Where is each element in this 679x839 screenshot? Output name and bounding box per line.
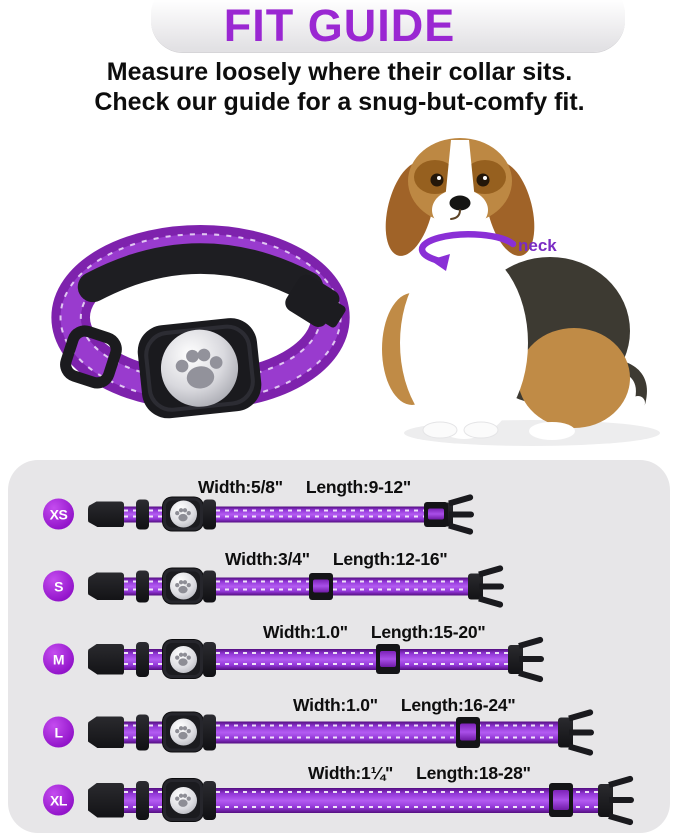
collar-illustration-l xyxy=(88,713,594,752)
paw-print-icon xyxy=(175,580,191,593)
collar-loop xyxy=(136,781,149,820)
subtitle xyxy=(0,57,679,117)
paw-print-icon xyxy=(175,794,191,807)
strap-adjuster xyxy=(424,502,448,527)
dog-photo xyxy=(372,131,670,461)
buckle-female xyxy=(88,572,124,600)
collar-illustration-xs xyxy=(88,498,474,531)
collar-illustration-m xyxy=(88,640,544,678)
collar-loop xyxy=(203,499,216,529)
width-spec: Width:1.0" xyxy=(263,622,348,642)
size-row-xl xyxy=(8,763,670,827)
size-chart-panel xyxy=(8,460,670,833)
buckle-female xyxy=(88,716,124,748)
width-spec: Width:5/8" xyxy=(198,477,283,497)
collar-product-photo xyxy=(38,222,358,430)
subtitle-line2: Check our guide for a snug-but-comfy fit. xyxy=(94,88,585,116)
buckle-male xyxy=(508,643,544,676)
collar-loop xyxy=(203,714,216,750)
paw-print-icon xyxy=(175,508,191,521)
airtag-holder xyxy=(163,640,203,678)
strap-adjuster xyxy=(549,783,573,817)
collar-loop xyxy=(136,714,149,750)
buckle-female xyxy=(88,783,124,818)
subtitle-line1: Measure loosely where their collar sits. xyxy=(106,58,573,86)
length-spec: Length:15-20" xyxy=(370,622,486,642)
collar-photo-illustration xyxy=(38,222,358,430)
width-spec: Width:3/4" xyxy=(225,549,310,569)
buckle-male xyxy=(468,571,504,601)
strap-adjuster xyxy=(309,573,333,600)
size-badge-s: S xyxy=(43,571,74,602)
size-badge-xs: XS xyxy=(43,499,74,530)
collar-illustration-xl xyxy=(88,779,634,821)
collar-loop xyxy=(136,570,149,602)
width-spec: Width:1¼" xyxy=(308,763,394,783)
dog-haunch xyxy=(518,328,630,428)
size-specs-xs xyxy=(198,477,411,498)
strap-adjuster xyxy=(376,644,400,674)
airtag-holder xyxy=(163,498,203,531)
page-title: FIT GUIDE xyxy=(223,0,456,51)
strap-adjuster xyxy=(456,717,480,748)
airtag-holder xyxy=(163,779,203,821)
collar-loop xyxy=(203,642,216,677)
length-spec: Length:16-24" xyxy=(400,695,516,715)
collar-loop xyxy=(136,499,149,529)
buckle-female xyxy=(88,501,124,527)
size-row-xs xyxy=(8,477,670,541)
size-specs-s xyxy=(225,549,448,570)
collar-inner-lining xyxy=(93,259,308,287)
length-spec: Length:12-16" xyxy=(332,549,448,569)
size-row-m xyxy=(8,622,670,686)
airtag-holder xyxy=(163,713,203,752)
collar-illustration-s xyxy=(88,569,504,604)
buckle-male xyxy=(598,782,634,819)
collar-loop xyxy=(203,781,216,820)
dog-nose xyxy=(450,196,471,211)
neck-label: neck xyxy=(518,236,557,255)
airtag-holder xyxy=(135,316,264,421)
paw-print-icon xyxy=(175,726,191,739)
buckle-female xyxy=(88,644,124,675)
width-spec: Width:1.0" xyxy=(293,695,378,715)
size-row-s xyxy=(8,549,670,613)
length-spec: Length:9-12" xyxy=(305,477,411,497)
size-badge-m: M xyxy=(43,644,74,675)
size-badge-xl: XL xyxy=(43,785,74,816)
collar-loop xyxy=(136,642,149,677)
size-row-l xyxy=(8,695,670,759)
collar-loop xyxy=(203,570,216,602)
beagle-illustration xyxy=(372,131,670,461)
buckle-male xyxy=(558,715,594,749)
size-badge-l: L xyxy=(43,717,74,748)
airtag-holder xyxy=(163,569,203,604)
length-spec: Length:18-28" xyxy=(416,763,531,783)
paw-print-icon xyxy=(175,653,191,666)
dog-chest xyxy=(400,247,528,439)
